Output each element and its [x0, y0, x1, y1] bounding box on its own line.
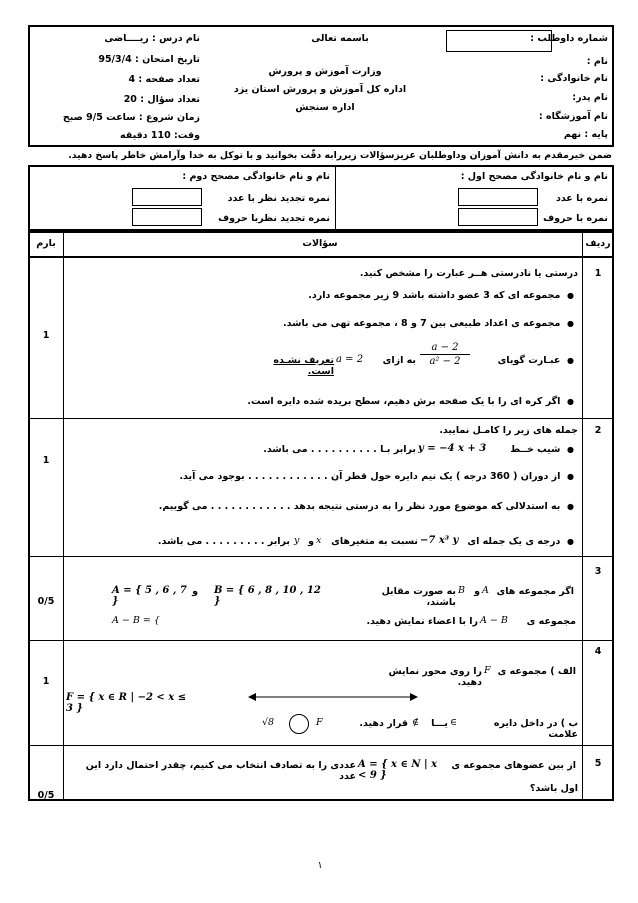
- assessment-dept: اداره سنجش: [295, 102, 355, 113]
- exam-date: تاریخ امتحان : 95/3/4: [98, 54, 200, 65]
- q3-set-B-name: B: [458, 585, 465, 596]
- q3-answer-field[interactable]: A − B = {: [112, 615, 160, 626]
- q2-item-c-text: به استدلالی که موضوع مورد نظر را به درستی نتیجه بدهد . . . . . . . . . . . . می گوییم.: [158, 501, 561, 512]
- page-count: تعداد صفحه : 4: [128, 74, 200, 85]
- q2-item-d-y: y: [294, 535, 300, 546]
- q2-item-c: ● به استدلالی که موضوع مورد نظر را به درستی نتیجه بدهد . . . . . . . . . . . . می گوییم.: [158, 501, 574, 512]
- q4-score: 1: [42, 676, 50, 687]
- q4-a-post: را روی محور نمایش دهید.: [388, 666, 482, 688]
- q4-notin-symbol: ∉: [412, 717, 420, 728]
- q2-number: 2: [594, 425, 602, 436]
- q2-item-b: ● از دوران ( 360 درجه ) یک نیم دایره حول قطر آن . . . . . . . . . . . . بوجود می آید.: [179, 471, 574, 482]
- q1-item-c-eq: a = 2: [336, 354, 364, 365]
- q4-number: 4: [594, 646, 602, 657]
- q2-item-d-eq: −7 x³ y: [420, 535, 459, 546]
- last-name-label: نام خانوادگی :: [540, 73, 608, 84]
- q3-set-and: و: [192, 586, 198, 597]
- q1-item-c: ● عبـارت گویای: [497, 355, 574, 366]
- q3-set-B: B = { 6 , 8 , 10 , 12 }: [214, 585, 321, 607]
- second-grader-words-field[interactable]: [132, 208, 202, 226]
- q1-item-d-text: اگر کره ای را با یک صفحه برش دهیم، سطح بریده شده دایره است.: [247, 396, 561, 407]
- col-head-questions: سؤالات: [302, 238, 338, 249]
- q3-line1-post: به صورت مقابل باشند،: [381, 586, 456, 608]
- first-grader-words-label: نمره با حروف: [543, 213, 608, 224]
- q4-or: یـــا: [431, 718, 448, 729]
- q1-title: درستی یا نادرستی هــر عبارت را مشخص کنید.: [359, 268, 578, 279]
- second-grader-words-label: نمره تجدید نظربا حروف: [218, 213, 330, 224]
- q1-fraction-numerator: a − 2: [420, 342, 470, 355]
- q2-item-d-x: x: [316, 535, 322, 546]
- page-number: ١: [317, 860, 323, 871]
- q1-number: 1: [594, 268, 602, 279]
- q3-number: 3: [594, 566, 602, 577]
- q3-line2-post: را با اعضاء نمایش دهید.: [366, 616, 478, 627]
- first-grader-number-field[interactable]: [458, 188, 538, 206]
- q3-A-minus-B: A − B: [480, 615, 508, 626]
- q3-set-A: A = { 5 , 6 , 7 }: [112, 585, 187, 607]
- second-grader-name-label: نام و نام خانوادگی مصحح دوم :: [182, 171, 330, 182]
- q3-line2-pre: مجموعه ی: [526, 616, 576, 627]
- number-line[interactable]: [248, 690, 418, 704]
- q2-score: 1: [42, 455, 50, 466]
- student-number-field[interactable]: [446, 30, 552, 52]
- school-label: نام آموزشگاه :: [538, 111, 608, 122]
- q2-item-b-text: از دوران ( 360 درجه ) یک نیم دایره حول قطر آن . . . . . . . . . . . . بوجود می آید.: [179, 471, 561, 482]
- first-grader-number-label: نمره با عدد: [555, 193, 608, 204]
- father-name-label: نام پدر:: [572, 92, 608, 103]
- start-time: زمان شروع : ساعت 9/5 صبح: [62, 112, 200, 123]
- q2-item-a-eq: y = −4 x + 3: [418, 443, 487, 454]
- first-grader-words-field[interactable]: [458, 208, 538, 226]
- col-head-score: بارم: [36, 238, 56, 249]
- q1-fraction: [420, 342, 470, 367]
- q5-line2: اول باشد؟: [529, 783, 578, 794]
- second-grader-number-field[interactable]: [132, 188, 202, 206]
- q1-item-d: ● اگر کره ای را با یک صفحه برش دهیم، سطح بریده شده دایره است.: [247, 396, 574, 407]
- duration: وقت: 110 دقیقه: [119, 130, 200, 141]
- number-line-left-arrow: [248, 693, 256, 701]
- first-name-label: نام :: [586, 56, 608, 67]
- q5-set: A = { x ∈ N | x < 9 }: [358, 759, 438, 781]
- q4-set-F: F = { x ∈ R | −2 < x ≤ 3 }: [66, 692, 187, 714]
- q4-b-pre: ب ) در داخل دایره علامت: [493, 718, 578, 740]
- q2-item-d-pre: درجه ی یک جمله ای: [467, 536, 561, 547]
- q4-sqrt8: √8: [262, 717, 275, 728]
- student-number-label: شماره داوطلب :: [530, 33, 608, 44]
- basmala: باسمه تعالی: [311, 33, 369, 44]
- number-line-right-arrow: [410, 693, 418, 701]
- q5-score: 0/5: [37, 790, 55, 801]
- q1-item-b-text: مجموعه ی اعداد طبیعی بین 7 و 8 ، مجموعه تهی می باشد.: [283, 318, 561, 329]
- q3-set-A-name: A: [482, 585, 489, 596]
- q4-a-F: F: [484, 665, 491, 676]
- ministry: وزارت آموزش و پرورش: [268, 66, 382, 77]
- grade-label: پایه : نهم: [563, 129, 608, 140]
- q3-score: 0/5: [37, 596, 55, 607]
- q2-item-d: ● درجه ی یک جمله ای: [467, 536, 574, 547]
- q2-item-d-and: و: [308, 536, 314, 547]
- q3-and: و: [474, 586, 480, 597]
- questions-table: [28, 231, 614, 801]
- intro-text: ضمن خیرمقدم به دانش آموزان وداوطلبان عزیزسؤالات زیررابه دقّت بخوانید و با توکل به خدا وآرامش خاطر پاسخ دهید.: [68, 150, 612, 161]
- q4-answer-circle[interactable]: [289, 714, 309, 734]
- q1-item-c-mid: به ازای: [382, 355, 416, 366]
- question-count: تعداد سؤال : 20: [123, 94, 200, 105]
- q1-item-a: ● مجموعه ای که 3 عضو داشته باشد 9 زیر مجموعه دارد.: [308, 290, 574, 301]
- q5-pre: از بین عضوهای مجموعه ی: [451, 760, 576, 771]
- q5-post: عددی را به تصادف انتخاب می کنیم، چقدر احتمال دارد این عدد: [85, 760, 356, 782]
- q1-item-b: ● مجموعه ی اعداد طبیعی بین 7 و 8 ، مجموعه تهی می باشد.: [283, 318, 574, 329]
- course-name: نام درس : ریــــاضی: [104, 33, 200, 44]
- q2-title: جمله های زیر را کامـل نمایید.: [439, 425, 578, 436]
- first-grader-name-label: نام و نام خانوادگی مصحح اول :: [460, 171, 608, 182]
- q2-item-a-pre: شیب خــط: [510, 444, 561, 455]
- q2-item-d-mid: نسبت به متغیرهای: [331, 536, 418, 547]
- q2-item-a-post: برابر بـا . . . . . . . . . . می باشد.: [263, 444, 416, 455]
- provincial-office: اداره کل آموزش و پرورش استان یزد: [233, 84, 407, 95]
- q5-number: 5: [594, 758, 602, 769]
- q1-fraction-denominator: a² − 2: [429, 356, 461, 367]
- col-head-row: ردیف: [585, 238, 611, 249]
- q4-b-F: F: [316, 717, 323, 728]
- q1-item-a-text: مجموعه ای که 3 عضو داشته باشد 9 زیر مجموعه دارد.: [308, 290, 561, 301]
- q1-item-c-post: تعریف نشـده است.: [273, 355, 334, 377]
- q4-a-pre: الف ) مجموعه ی: [497, 666, 576, 677]
- q2-item-d-post: برابر . . . . . . . . . می باشد.: [157, 536, 290, 547]
- q4-b-post: قرار دهید.: [359, 718, 408, 729]
- q4-in-symbol: ∈: [450, 717, 458, 728]
- q3-line1-pre: اگر مجموعه های: [496, 586, 574, 597]
- q1-item-c-pre: عبـارت گویای: [497, 355, 561, 366]
- q2-item-a: ● شیب خــط: [510, 444, 574, 455]
- second-grader-number-label: نمره تجدید نظر با عدد: [227, 193, 330, 204]
- q1-score: 1: [42, 330, 50, 341]
